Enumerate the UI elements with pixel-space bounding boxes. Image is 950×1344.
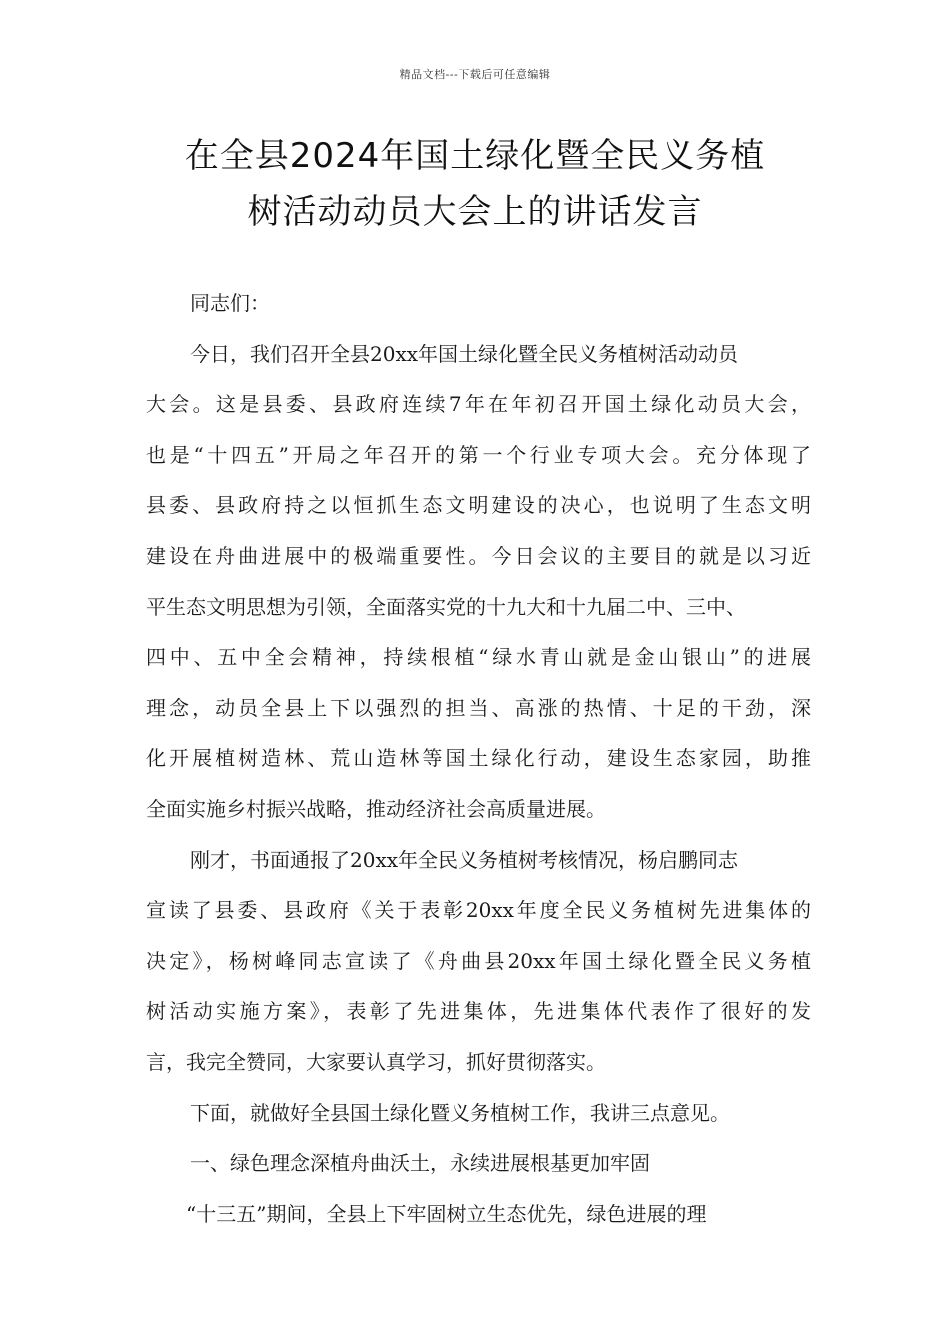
header-note: 精品文档---下载后可任意编辑 xyxy=(399,68,551,81)
paragraph-4-line-1: “十三五”期间，全县上下牢固树立生态优先，绿色进展的理 xyxy=(186,1201,707,1226)
paragraph-1-line-1: 今日，我们召开全县20xx年国土绿化暨全民义务植树活动动员 xyxy=(190,341,739,366)
title-line-1: 在全县2024年国土绿化暨全民义务植 xyxy=(184,136,766,176)
paragraph-1-line-3: 也是“十四五”开局之年召开的第一个行业专项大会。充分体现了 xyxy=(146,442,811,467)
title-line-2: 树活动动员大会上的讲话发言 xyxy=(247,192,703,232)
paragraph-1-line-2: 大会。这是县委、县政府连续7年在年初召开国土绿化动员大会， xyxy=(146,392,811,417)
paragraph-1-line-10: 全面实施乡村振兴战略，推动经济社会高质量进展。 xyxy=(146,796,606,821)
paragraph-1-line-9: 化开展植树造林、荒山造林等国土绿化行动，建设生态家园，助推 xyxy=(146,746,811,771)
document-body xyxy=(146,278,811,1239)
salutation: 同志们： xyxy=(190,291,270,315)
paragraph-2-line-1: 刚才，书面通报了20xx年全民义务植树考核情况，杨启鹏同志 xyxy=(190,847,739,872)
paragraph-3-line-1: 下面，就做好全县国土绿化暨义务植树工作，我讲三点意见。 xyxy=(190,1100,730,1125)
paragraph-2-line-5: 言，我完全赞同，大家要认真学习，抓好贯彻落实。 xyxy=(146,1049,606,1074)
section-heading-1: 一、绿色理念深植舟曲沃土，永续进展根基更加牢固 xyxy=(190,1151,650,1176)
paragraph-2-line-3: 决定》，杨树峰同志宣读了《舟曲县20xx年国土绿化暨全民义务植 xyxy=(146,948,811,973)
paragraph-2-line-4: 树活动实施方案》，表彰了先进集体，先进集体代表作了很好的发 xyxy=(146,999,811,1024)
paragraph-1-line-7: 四中、五中全会精神，持续根植“绿水青山就是金山银山”的进展 xyxy=(146,645,811,670)
paragraph-1-line-6: 平生态文明思想为引领，全面落实党的十九大和十九届二中、三中、 xyxy=(146,594,746,619)
paragraph-1-line-5: 建设在舟曲进展中的极端重要性。今日会议的主要目的就是以习近 xyxy=(146,543,811,568)
paragraph-2-line-2: 宣读了县委、县政府《关于表彰20xx年度全民义务植树先进集体的 xyxy=(146,898,811,923)
paragraph-1-line-4: 县委、县政府持之以恒抓生态文明建设的决心，也说明了生态文明 xyxy=(146,493,811,518)
paragraph-1-line-8: 理念，动员全县上下以强烈的担当、高涨的热情、十足的干劲，深 xyxy=(146,695,811,720)
document-title xyxy=(120,128,830,240)
